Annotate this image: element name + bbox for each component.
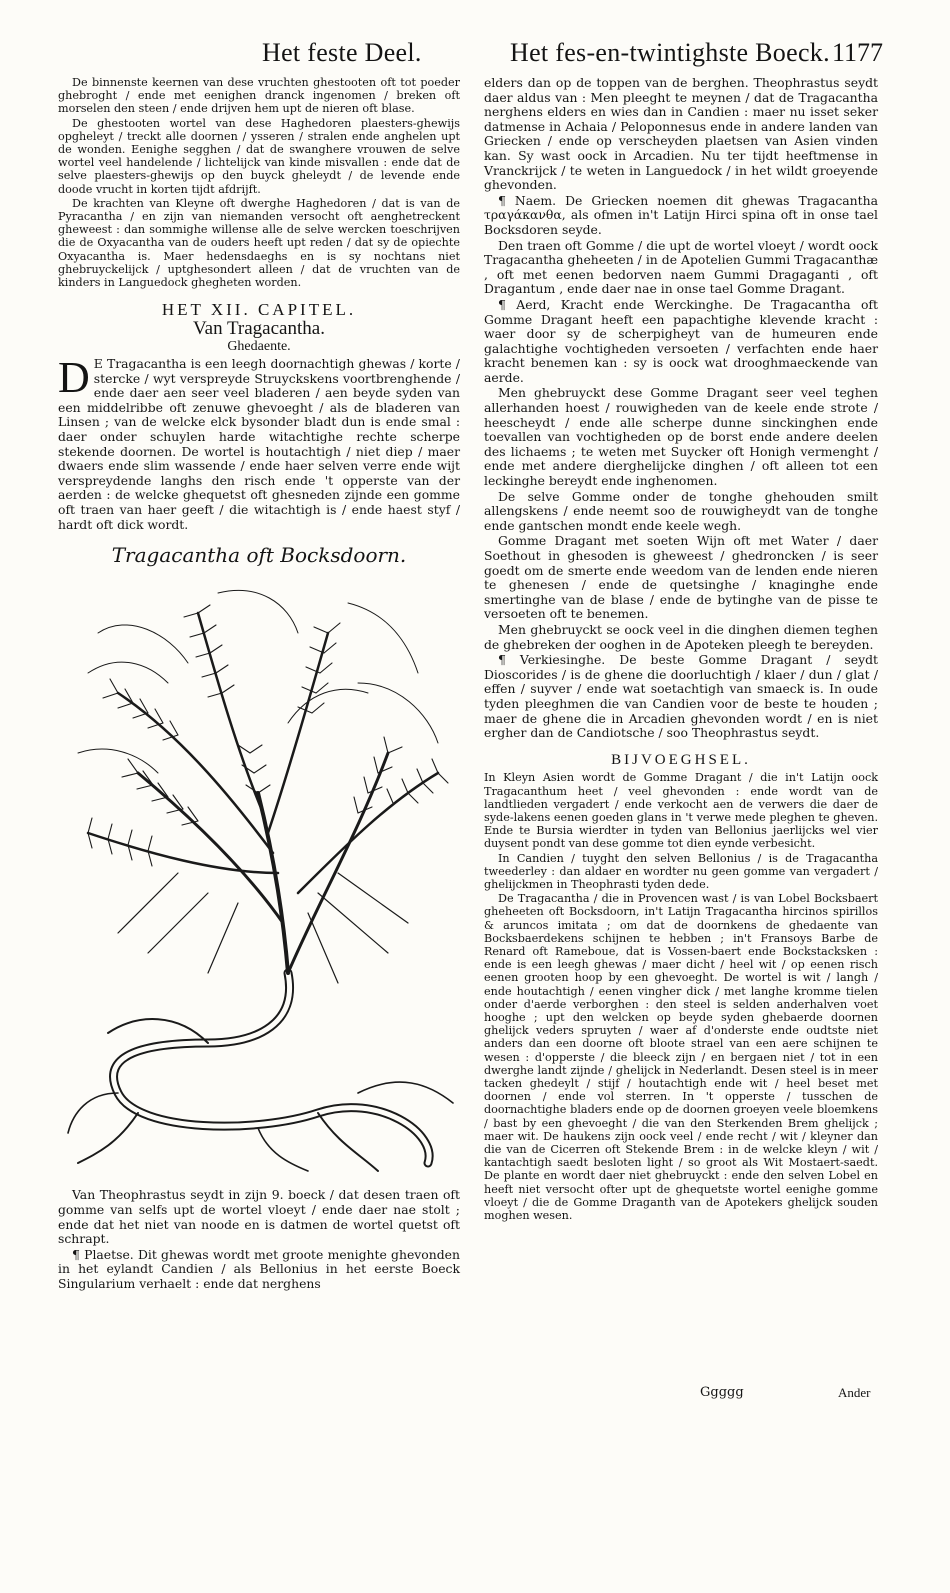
gebruik-paragraph-2: De selve Gomme onder de tonghe ghehouden smilt allengskens / ende neemt soo de rouwigheydt van de tonghe ende gantschen mondt ende keele wegh. (484, 488, 878, 533)
right-column (484, 76, 878, 1223)
continuation-paragraph-3: De krachten van Kleyne oft dwerghe Haghedoren / dat is van de Pyracantha / en zijn van niemanden versocht oft aenghetreckent gheweest : dan sommighe willense alle de selve wercken toeschrijven die de Oxyacantha van de ouders heeft upt reden / dat sy de opiechte Oxyacantha is. Maer hedensdaeghs en is sy nochtans niet ghebruyckelijck / uptghesondert alleen / dat de vruchten van de kinders in Languedock ghegheten worden. (58, 196, 460, 290)
gebruik-paragraph-4: Men ghebruyckt se oock veel in die dinghen diemen teghen de ghebreken der ooghen in de Apoteken pleegh te bereyden. (484, 621, 878, 652)
gebruik-paragraph-3: Gomme Dragant met soeten Wijn oft met Water / daer Soethout in ghesoden is gheweest / ghedroncken / is seer goedt om de smerte ende weedom van de lenden ende nieren te ghenesen / ende de quetsinghe / knaginghe ende smertinghe van de blase / ende de bytinghe van de pisse te versoeten oft te benemen. (484, 533, 878, 622)
right-running-title: Het fes-en-twintighste Boeck. (510, 38, 830, 67)
signature-mark: Ggggg (700, 1385, 744, 1400)
gomme-paragraph: Den traen oft Gomme / die upt de wortel vloeyt / wordt oock Tragacantha gheheeten / in de Apotelien Gummi Tragacanthæ , oft met eenen bedorven naem Gummi Dragaganti , oft Dragantum , ende daer nae in onse tael Gomme Dragant. (484, 237, 878, 297)
naem-paragraph: ¶ Naem. De Griecken noemen dit ghewas Tragacantha τραγάκανθα, als ofmen in't Latijn Hirci spina oft in onse tael Bocksdoren seyde. (484, 192, 878, 237)
catchword: Ander (838, 1385, 871, 1400)
byvoeghsel-heading: BIJVOEGHSEL. (611, 751, 751, 768)
gebruik-paragraph-1: Men ghebruyckt dese Gomme Dragant seer veel teghen allerhanden hoest / rouwigheden van de keele ende strote / heescheydt / ende alle scherpe dunne sinckinghen ende toevallen van vochtigheden op de borst ende andere deelen des lichaems ; te weten met Suycker oft Honigh vermenght / ende met andere dierghelijcke dinghen / oft alleen tot een leckinghe bereydt ende inghenomen. (484, 385, 878, 489)
description-text: E Tragacantha is een leegh doornachtigh ghewas / korte / stercke / wyt verspreyde Struyckskens voortbrenghende / ende daer aen seer veel bladeren / aen beyde syden van een middelribbe oft zenuwe ghevoeght / als de bladeren van Linsen ; van de welcke elck bysonder bladt dun is ende smal : daer onder schuylen harde witachtighe rechte scherpe stekende doornen. De wortel is houtachtigh / niet diep / maer dwaers ende slim wassende / ende haer selven verre ende wijt verspreydende langhs den risch ende 't opperste van der aerden : de welcke ghequetst oft ghesneden zijnde een gomme oft traen van haer geeft / die witachtigh is / ende haest styf / hardt oft dick wordt. (58, 356, 460, 532)
left-column (58, 76, 460, 1293)
drop-cap: D (58, 353, 90, 403)
page-number: 1177 (832, 38, 884, 67)
continuation-paragraph-1: De binnenste keernen van dese vruchten ghestooten oft tot poeder ghebroght / ende met eenighen dranck ingenomen / breken oft morselen den steen / ende drijven hem upt de nieren oft blase. (58, 76, 460, 116)
right-continuation-paragraph: elders dan op de toppen van de berghen. Theophrastus seydt daer aldus van : Men pleeght te meynen / dat de Tragacantha nerghens elders en wies dan in Candien : maer nu isset seker datmense in Achaia / Peloponnesus ende in andere landen van Griecken / ende op verscheyden plaetsen van Asien vinden kan. Sy wast oock in Arcadien. Nu ter tijdt heeftmense in Vranckrijck / te weten in Languedock / in het wildt groeyende ghevonden. (484, 75, 878, 193)
byvoeghsel-paragraph-1: In Kleyn Asien wordt de Gomme Dragant / die in't Latijn oock Tragacanthum heet / veel ghevonden : ende wordt van de landtlieden vergadert / ende verkocht aen de verwers die daer de syde-lakens eenen goeden glans in 't verwe mede pleghen te gheven. Ende te Bursia wierdter in tyden van Bellonius jaerlijcks wel vier duysent pondt van dese gomme tot dien eynde verbesicht. (484, 771, 878, 851)
aerd-paragraph: ¶ Aerd, Kracht ende Werckinghe. De Tragacantha oft Gomme Dragant heeft een papachtighe klevende kracht : waer door sy de scherpigheyt van de humeuren ende galachtighe vochtigheden versoeten / verfachten ende haer kracht benemen kan : sy is oock wat drooghmaeckende van aerde. (484, 296, 878, 385)
byvoeghsel-paragraph-2: In Candien / tuyght den selven Bellonius / is de Tragacantha tweederley : dan aldaer en wordter nu geen gomme van vergadert / ghelijckmen in Theophrasti tyden dede. (484, 851, 878, 891)
tragacantha-woodcut-illustration (58, 573, 460, 1173)
figure-caption: Tragacantha oft Bocksdoorn. (111, 543, 407, 568)
after-figure-paragraph-2: ¶ Plaetse. Dit ghewas wordt met groote menighte ghevonden in het eylandt Candien / als Bellonius in het eerste Boeck Singularium verhaelt : ende dat nerghens (58, 1246, 460, 1291)
left-running-title: Het feste Deel. (262, 38, 422, 67)
chapter-title: Van Tragacantha. (193, 317, 325, 339)
after-figure-paragraph-1: Van Theophrastus seydt in zijn 9. boeck / dat desen traen oft gomme van selfs upt de wortel vloeyt / ende daer nae stolt ; ende dat het niet van noode en is datmen de wortel quetst oft schrapt. (58, 1187, 460, 1247)
verkiesinghe-paragraph: ¶ Verkiesinghe. De beste Gomme Dragant / seydt Dioscorides / is de ghene die doorluchtigh / klaer / dun / glat / effen / suyver / ende wat soetachtigh van smaeck is. In oude tyden pleeghmen die van Candien voor de beste te houden ; maer de ghene die in Arcadien ghevonden wordt / en is niet ergher dan de Candiotsche / soo Theophrastus seydt. (484, 652, 878, 741)
continuation-paragraph-2: De ghestooten wortel van dese Haghedoren plaesters-ghewijs opgheleyt / treckt alle doornen / ysseren / stralen ende anghelen upt de wonden. Eenighe segghen / dat de swanghere vrouwen de selve wortel veel handelende / lichtelijck van kinde misvallen : ende dat de selve plaesters-ghewijs op den buyck gheleydt / de levende ende doode vrucht in korten tijdt afdrijft. (58, 116, 460, 196)
section-heading-ghedaente: Ghedaente. (227, 339, 291, 355)
description-paragraph (58, 353, 460, 532)
byvoeghsel-paragraph-3: De Tragacantha / die in Provencen wast / is van Lobel Bocksbaert gheheeten oft Bocksdoorn, in't Latijn Tragacantha hircinos spirillos & aruncos imitata ; om dat de doornkens de ghedaente van Bocksbaerdekens schijnen te hebben ; in't Fransoys Barbe de Renard oft Rameboue, dat is Vossen-baert ende Bockstacksken : ende is een leegh ghewas / maer dicht / heel wit / op eenen risch eenen grooten hoop by een ghevoeght. De wortel is wit / langh / ende houtachtigh / eenen vingher dick / met langhe kromme tielen onder d'aerde verborghen : den steel is selden anderhalven voet hooghe ; upt den welcken op beyde syden ghebaerde doornen ghelijck veders spruyten / waer af d'onderste ende oudtste niet anders dan een doorne oft bloote strael van een aere schijnen te wesen : d'opperste / die bleeck zijn / en bergaen niet / tot in een dwerghe landt zijnde / ghelijck in Nederlandt. Desen steel is in meer tacken ghedeylt / stijf / houtachtigh ende wit / heel beset met doornen / ende vol sterren. In 't opperste / tusschen de doornachtighe bladers ende op de doornen groeyen veele bloemkens / bast by een ghevoeght / die van den Sterkenden Brem ghelijck ; maer wit. De haukens zijn oock veel / ende recht / wit / kleyner dan die van de Cicerren oft Stekende Brem : in de welcke kleyn / wit / kantachtigh saedt besloten light / so groot als Wit Mostaert-saedt. De plante en wordt daer niet ghebruyckt : ende den selven Lobel en heeft niet versocht ofter upt de ghequetste wortel eenighe gomme vloeyt / die de Gomme Draganth van de Apotekers ghelijck souden moghen wesen. (484, 892, 878, 1223)
chapter-heading: HET XII. CAPITEL. (161, 300, 357, 320)
